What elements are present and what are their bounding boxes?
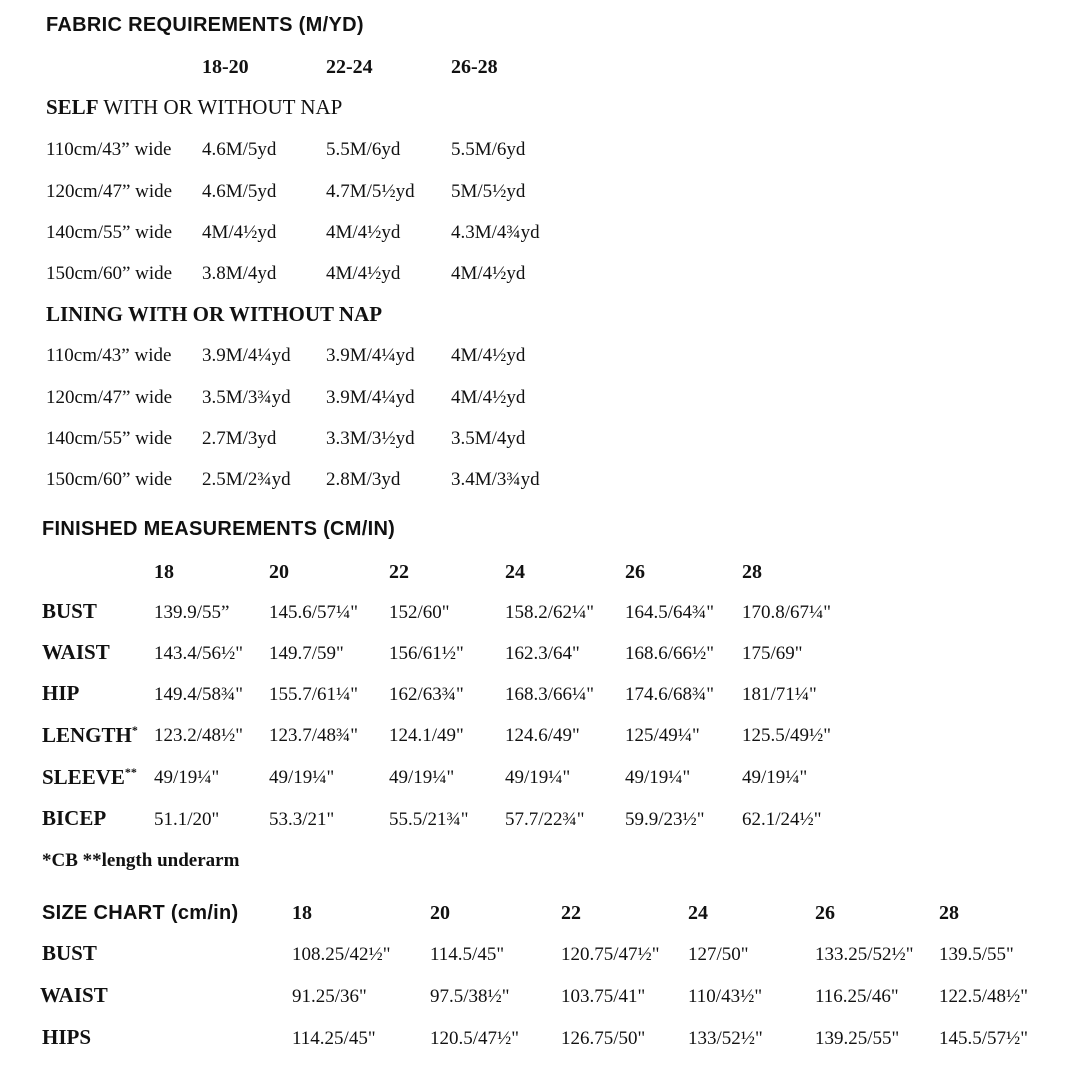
finished-waist-20: 149.7/59" [269,643,344,664]
size-chart-hips-20: 120.5/47½" [430,1028,520,1049]
self-row-1-col-3: 5.5M/6yd [451,139,526,160]
finished-size-18: 18 [154,561,174,583]
self-row-3-col-2: 4M/4½yd [326,222,401,243]
finished-bicep-24: 57.7/22¾" [505,809,585,830]
finished-bicep-label-text: BICEP [42,806,107,830]
lining-row-4-col-3: 3.4M/3¾yd [451,469,540,490]
size-chart-bust-22: 120.75/47½" [561,944,660,965]
finished-bust-26: 164.5/64¾" [625,602,715,623]
finished-waist-26: 168.6/66½" [625,643,715,664]
finished-row-bicep-label [42,808,106,829]
lining-row-1-col-3: 4M/4½yd [451,345,526,366]
size-chart-bust-20: 114.5/45" [430,944,505,965]
finished-length-22: 124.1/49" [389,725,464,746]
self-row-4-col-3: 4M/4½yd [451,263,526,284]
size-chart-row-waist-label: WAIST [40,983,108,1007]
self-row-2-col-2: 4.7M/5½yd [326,181,415,202]
fabric-requirements-title: FABRIC REQUIREMENTS (M/YD) [46,14,364,36]
self-row-3-width: 140cm/55” wide [46,222,173,243]
finished-sleeve-label-text: SLEEVE [42,765,125,789]
size-chart-title: SIZE CHART (cm/in) [42,902,239,924]
size-chart-hips-22: 126.75/50" [561,1028,646,1049]
size-chart-size-22: 22 [561,902,581,924]
self-row-2-col-3: 5M/5½yd [451,181,526,202]
finished-bust-18: 139.9/55” [154,602,230,623]
finished-sleeve-18: 49/19¼" [154,767,220,788]
self-row-2-width: 120cm/47” wide [46,181,173,202]
lining-row-2-width: 120cm/47” wide [46,387,173,408]
finished-size-28: 28 [742,561,762,583]
finished-sleeve-28: 49/19¼" [742,767,808,788]
lining-row-2-col-2: 3.9M/4¼yd [326,387,415,408]
lining-row-2-col-1: 3.5M/3¾yd [202,387,291,408]
size-chart-waist-24: 110/43½" [688,986,763,1007]
lining-row-3-width: 140cm/55” wide [46,428,173,449]
self-row-1-col-1: 4.6M/5yd [202,139,277,160]
finished-waist-label-text: WAIST [42,640,110,664]
finished-size-26: 26 [625,561,645,583]
size-chart-waist-22: 103.75/41" [561,986,646,1007]
size-chart-waist-20: 97.5/38½" [430,986,510,1007]
size-chart-bust-24: 127/50" [688,944,749,965]
sleeve-footnote-mark: ** [124,765,137,779]
self-row-3-col-3: 4.3M/4¾yd [451,222,540,243]
size-chart-hips-18: 114.25/45" [292,1028,376,1049]
finished-row-length-label [42,724,138,746]
finished-sleeve-24: 49/19¼" [505,767,571,788]
finished-bicep-26: 59.9/23½" [625,809,705,830]
lining-row-4-col-1: 2.5M/2¾yd [202,469,291,490]
finished-row-sleeve-label [42,766,137,788]
self-heading-bold: SELF [46,95,99,119]
finished-sleeve-22: 49/19¼" [389,767,455,788]
finished-hip-26: 174.6/68¾" [625,684,715,705]
finished-length-label-text: LENGTH [42,723,132,747]
finished-bicep-28: 62.1/24½" [742,809,822,830]
finished-waist-18: 143.4/56½" [154,643,244,664]
finished-hip-24: 168.3/66¼" [505,684,595,705]
finished-length-26: 125/49¼" [625,725,700,746]
fabric-size-header-2: 22-24 [326,56,373,78]
finished-length-24: 124.6/49" [505,725,580,746]
finished-bust-28: 170.8/67¼" [742,602,832,623]
finished-hip-28: 181/71¼" [742,684,817,705]
size-chart-size-26: 26 [815,902,835,924]
lining-row-3-col-2: 3.3M/3½yd [326,428,415,449]
self-fabric-heading [46,97,342,118]
lining-row-4-col-2: 2.8M/3yd [326,469,401,490]
lining-row-1-width: 110cm/43” wide [46,345,172,366]
finished-bicep-20: 53.3/21" [269,809,335,830]
lining-fabric-heading: LINING WITH OR WITHOUT NAP [46,302,383,326]
finished-row-hip-label [42,683,79,704]
size-chart-size-24: 24 [688,902,708,924]
finished-hip-18: 149.4/58¾" [154,684,244,705]
finished-row-waist-label [42,642,110,663]
size-chart-hips-28: 145.5/57½" [939,1028,1029,1049]
finished-bust-20: 145.6/57¼" [269,602,359,623]
finished-hip-22: 162/63¾" [389,684,464,705]
self-row-4-col-1: 3.8M/4yd [202,263,277,284]
finished-bust-label-text: BUST [42,599,97,623]
self-row-4-col-2: 4M/4½yd [326,263,401,284]
finished-bust-22: 152/60" [389,602,450,623]
finished-size-20: 20 [269,561,289,583]
finished-measurements-title: FINISHED MEASUREMENTS (CM/IN) [42,518,396,540]
finished-waist-28: 175/69" [742,643,803,664]
size-chart-waist-28: 122.5/48½" [939,986,1029,1007]
size-chart-hips-24: 133/52½" [688,1028,763,1049]
lining-row-4-width: 150cm/60” wide [46,469,173,490]
finished-length-20: 123.7/48¾" [269,725,359,746]
finished-row-bust-label [42,601,97,622]
length-footnote-mark: * [131,723,138,737]
lining-row-3-col-1: 2.7M/3yd [202,428,277,449]
self-row-2-col-1: 4.6M/5yd [202,181,277,202]
size-chart-waist-26: 116.25/46" [815,986,899,1007]
finished-waist-22: 156/61½" [389,643,464,664]
size-chart-size-20: 20 [430,902,450,924]
size-chart-row-hips-label: HIPS [42,1025,92,1049]
finished-length-28: 125.5/49½" [742,725,832,746]
size-chart-bust-26: 133.25/52½" [815,944,914,965]
self-row-1-width: 110cm/43” wide [46,139,172,160]
finished-hip-label-text: HIP [42,681,80,705]
size-chart-waist-18: 91.25/36" [292,986,367,1007]
finished-waist-24: 162.3/64" [505,643,580,664]
finished-length-18: 123.2/48½" [154,725,244,746]
size-chart-row-bust-label: BUST [42,941,97,965]
finished-footnote: *CB **length underarm [42,850,240,871]
self-heading-rest: WITH OR WITHOUT NAP [98,95,343,119]
finished-hip-20: 155.7/61¼" [269,684,359,705]
size-chart-hips-26: 139.25/55" [815,1028,900,1049]
finished-size-24: 24 [505,561,525,583]
self-row-4-width: 150cm/60” wide [46,263,173,284]
finished-bust-24: 158.2/62¼" [505,602,595,623]
self-row-1-col-2: 5.5M/6yd [326,139,401,160]
finished-size-22: 22 [389,561,409,583]
finished-sleeve-20: 49/19¼" [269,767,335,788]
finished-bicep-18: 51.1/20" [154,809,220,830]
fabric-size-header-3: 26-28 [451,56,498,78]
lining-row-1-col-1: 3.9M/4¼yd [202,345,291,366]
lining-row-3-col-3: 3.5M/4yd [451,428,526,449]
finished-bicep-22: 55.5/21¾" [389,809,469,830]
fabric-size-header-1: 18-20 [202,56,249,78]
size-chart-bust-18: 108.25/42½" [292,944,391,965]
size-chart-size-18: 18 [292,902,312,924]
finished-sleeve-26: 49/19¼" [625,767,691,788]
lining-row-1-col-2: 3.9M/4¼yd [326,345,415,366]
size-chart-bust-28: 139.5/55" [939,944,1014,965]
lining-row-2-col-3: 4M/4½yd [451,387,526,408]
self-row-3-col-1: 4M/4½yd [202,222,277,243]
size-chart-size-28: 28 [939,902,959,924]
